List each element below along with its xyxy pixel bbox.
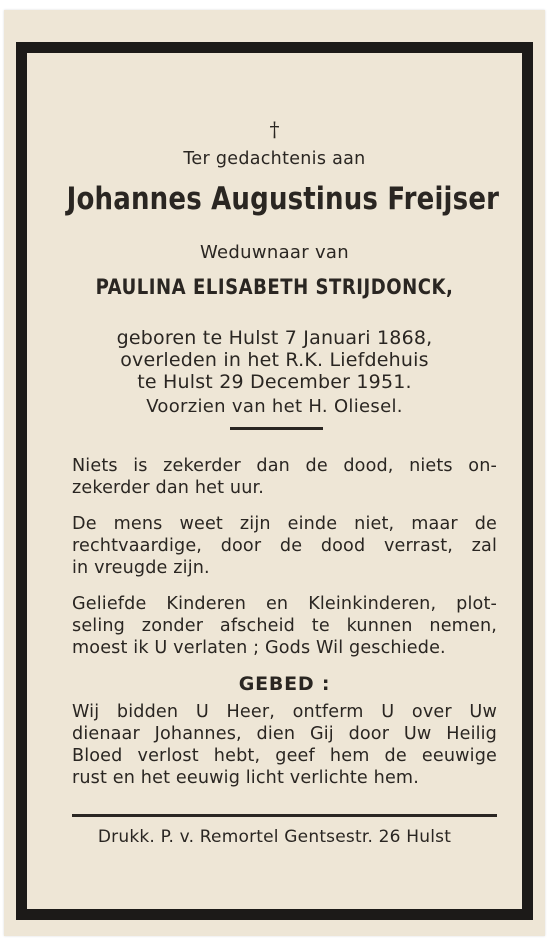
paragraph-farewell [72,593,497,659]
widower-text: Weduwnaar van [200,242,349,263]
paragraph-line: zekerder dan het uur. [72,478,265,498]
card-content [27,53,522,909]
death-line: overleden in het R.K. Liefdehuis [120,349,429,371]
biography [27,327,522,393]
paragraph-line: Geliefde Kinderen en Kleinkinderen, plot- [72,594,497,614]
paragraph-line: in vreugde zijn. [72,558,210,578]
prayer-line: rust en het eeuwig licht verlichte hem. [72,768,419,788]
paragraph-line: rechtvaardige, door de dood verrast, zal [72,536,497,556]
prayer-line: Wij bidden U Heer, ontferm U over Uw [72,702,497,722]
prayer-text [72,701,497,789]
birth-line: geboren te Hulst 7 Januari 1868, [116,327,433,349]
spouse-name: PAULINA ELISABETH STRIJDONCK, [95,275,454,299]
divider-long [72,814,497,817]
divider-short [230,427,323,430]
prayer-line: Bloed verlost hebt, geef hem de eeuwige [72,746,497,766]
black-border-frame [16,42,533,920]
sacrament-text: Voorzien van het H. Oliesel. [146,396,403,417]
paragraph-line: moest ik U verlaten ; Gods Wil geschiede. [72,638,446,658]
deceased-name: Johannes Augustinus Freijser [66,181,500,217]
intro-text: Ter gedachtenis aan [183,149,366,169]
paragraph-death [72,455,497,499]
paragraph-line: seling zonder afscheid te kunnen nemen, [72,616,497,636]
paragraph-line: De mens weet zijn einde niet, maar de [72,514,497,534]
prayer-line: dienaar Johannes, dien Gij door Uw Heilig [72,724,497,744]
cross-icon: † [269,117,280,141]
prayer-heading: GEBED : [238,673,331,695]
paragraph-righteous [72,513,497,579]
paragraph-line: Niets is zekerder dan de dood, niets on- [72,456,497,476]
memorial-card [4,10,545,936]
printer-credit: Drukk. P. v. Remortel Gentsestr. 26 Hulst [97,827,452,847]
death-date-line: te Hulst 29 December 1951. [137,371,412,393]
